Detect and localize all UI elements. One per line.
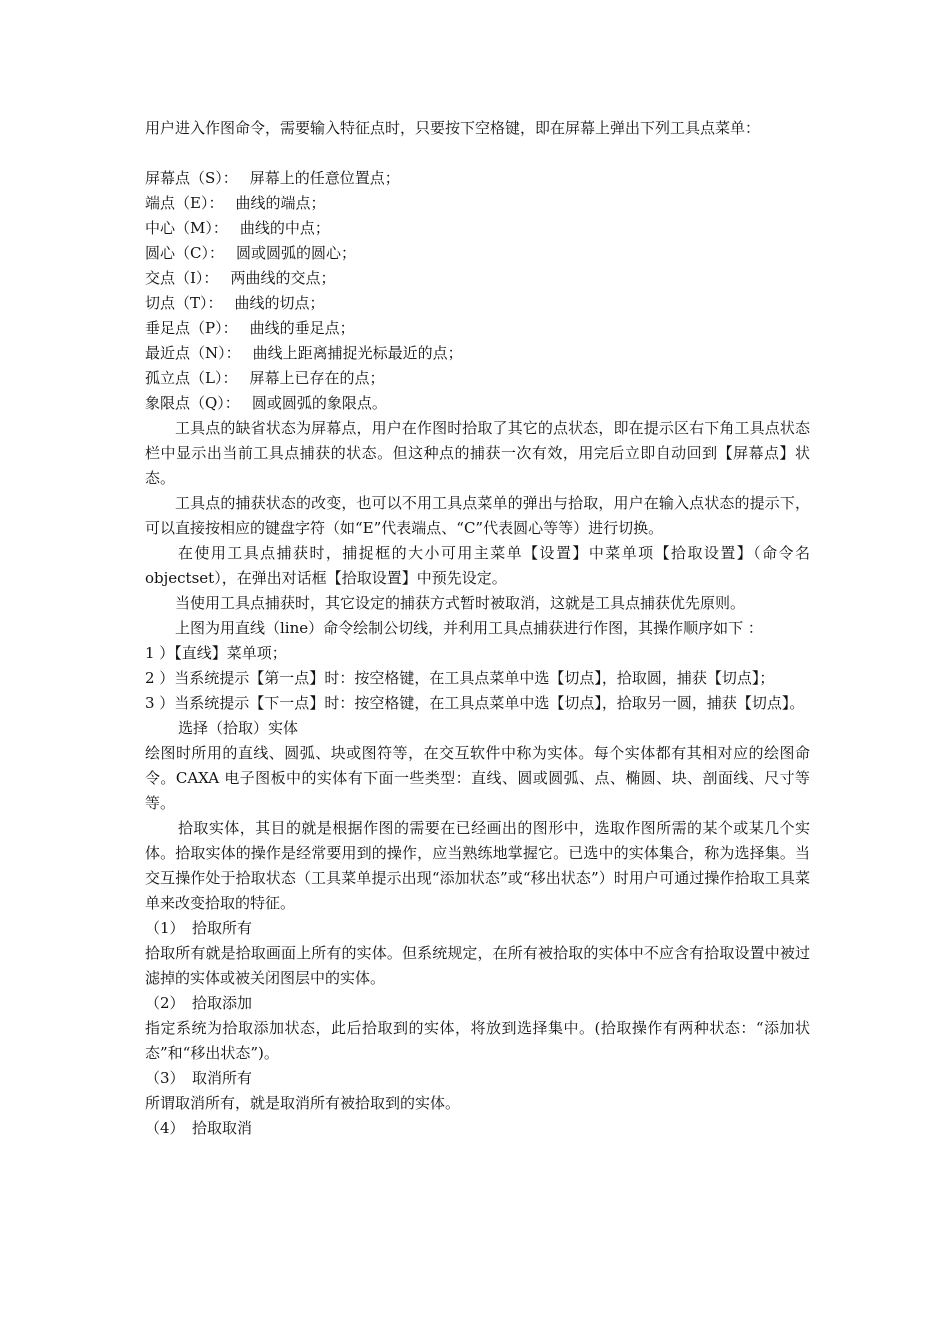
priority-paragraph: 当使用工具点捕获时，其它设定的捕获方式暂时被取消，这就是工具点捕获优先原则。: [175, 594, 746, 612]
point-item-endpoint: [145, 191, 810, 216]
point-name: 最近点（N）：: [145, 344, 241, 362]
point-desc: 圆或圆弧的象限点。: [251, 394, 387, 412]
pick-add-paragraph: 指定系统为拾取添加状态，此后拾取到的实体，将放到选择集中。(拾取操作有两种状态：“添加状态”和“移出状态”)。: [145, 1019, 810, 1062]
point-name: 孤立点（L）：: [145, 369, 238, 387]
example-paragraph: 上图为用直线（line）命令绘制公切线，并利用工具点捕获进行作图，其操作顺序如下 ：: [175, 619, 763, 637]
point-desc: 屏幕上的任意位置点；: [249, 169, 400, 187]
spacer: [145, 141, 810, 166]
point-item-center: [145, 241, 810, 266]
point-item-screen: [145, 166, 810, 191]
step-3: 3 ）当系统提示【下一点】时：按空格键，在工具点菜单中选【切点】，拾取另一圆，捕获【切点】。: [145, 694, 805, 712]
point-name: 中心（M）：: [145, 219, 228, 237]
point-name: 端点（E）：: [145, 194, 224, 212]
subheading-pick-cancel: （4） 拾取取消: [145, 1119, 253, 1137]
subheading-pick-add: （2） 拾取添加: [145, 994, 253, 1012]
point-name: 切点（T）：: [145, 294, 223, 312]
point-desc: 屏幕上已存在的点；: [249, 369, 385, 387]
point-item-perpendicular: [145, 316, 810, 341]
box-size-paragraph: 在使用工具点捕获时，捕捉框的大小可用主菜单【设置】中菜单项【拾取设置】（命令名 objectset），在弹出对话框【拾取设置】中预先设定。: [145, 544, 810, 587]
cancel-all-paragraph: 所谓取消所有，就是取消所有被拾取到的实体。: [145, 1094, 461, 1112]
point-desc: 两曲线的交点；: [230, 269, 336, 287]
point-name: 屏幕点（S）：: [145, 169, 238, 187]
step-2: 2 ）当系统提示【第一点】时：按空格键，在工具点菜单中选【切点】，拾取圆，捕获【切点】；: [145, 669, 775, 687]
point-item-isolated: [145, 366, 810, 391]
point-name: 垂足点（P）：: [145, 319, 238, 337]
point-desc: 曲线的垂足点；: [249, 319, 355, 337]
change-state-paragraph: 工具点的捕获状态的改变，也可以不用工具点菜单的弹出与拾取，用户在输入点状态的提示下，可以直接按相应的键盘字符（如“E”代表端点、“C”代表圆心等等）进行切换。: [145, 494, 810, 537]
step-1: 1 ）【直线】菜单项；: [145, 644, 287, 662]
point-item-quadrant: [145, 391, 810, 416]
point-item-midpoint: [145, 216, 810, 241]
point-desc: 圆或圆弧的圆心；: [235, 244, 356, 262]
default-state-paragraph: 工具点的缺省状态为屏幕点，用户在作图时拾取了其它的点状态，即在提示区右下角工具点状态栏中显示出当前工具点捕获的状态。但这种点的捕获一次有效，用完后立即自动回到【屏幕点】状态。: [145, 419, 810, 487]
point-name: 象限点（Q）：: [145, 394, 240, 412]
point-desc: 曲线的端点；: [235, 194, 326, 212]
point-name: 交点（I）：: [145, 269, 219, 287]
point-desc: 曲线上距离捕捉光标最近的点；: [252, 344, 463, 362]
point-item-nearest: [145, 341, 810, 366]
point-item-intersection: [145, 266, 810, 291]
section-heading-select: 选择（拾取）实体: [178, 719, 299, 737]
point-desc: 曲线的切点；: [234, 294, 325, 312]
pick-paragraph: 拾取实体，其目的就是根据作图的需要在已经画出的图形中，选取作图所需的某个或某几个实体。拾取实体的操作是经常要用到的操作，应当熟练地掌握它。已选中的实体集合，称为选择集。当交互操作处于拾取状态（工具菜单提示出现“添加状态”或“移出状态”）时用户可通过操作拾取工具菜单来改变拾取的特征。: [145, 819, 810, 912]
document-page: [145, 116, 810, 1141]
entities-paragraph: 绘图时所用的直线、圆弧、块或图符等，在交互软件中称为实体。每个实体都有其相对应的绘图命令。CAXA 电子图板中的实体有下面一些类型：直线、圆或圆弧、点、椭圆、块、剖面线、尺寸等等。: [145, 744, 810, 812]
subheading-pick-all: （1） 拾取所有: [145, 919, 253, 937]
intro-paragraph: 用户进入作图命令，需要输入特征点时，只要按下空格键，即在屏幕上弹出下列工具点菜单：: [145, 119, 761, 137]
point-name: 圆心（C）：: [145, 244, 224, 262]
point-desc: 曲线的中点；: [239, 219, 330, 237]
pick-all-paragraph: 拾取所有就是拾取画面上所有的实体。但系统规定，在所有被拾取的实体中不应含有拾取设置中被过滤掉的实体或被关闭图层中的实体。: [145, 944, 810, 987]
point-item-tangent: [145, 291, 810, 316]
subheading-cancel-all: （3） 取消所有: [145, 1069, 253, 1087]
